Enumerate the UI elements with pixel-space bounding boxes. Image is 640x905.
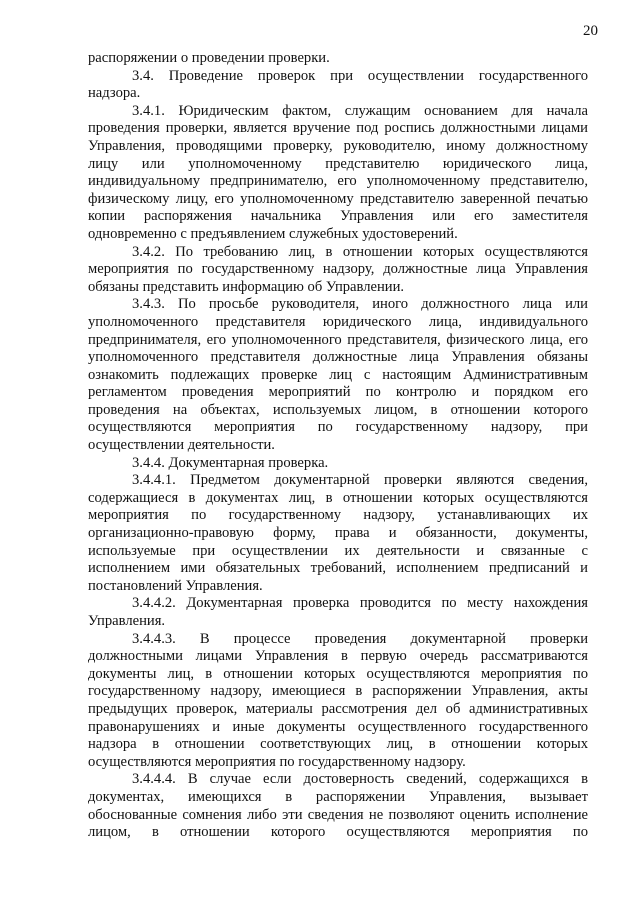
text-line: одновременно с предъявлением служебных удостоверений.	[88, 225, 458, 242]
paragraph	[88, 296, 588, 454]
text-line: ознакомить подлежащих проверке лиц с настоящим Административным	[88, 366, 588, 383]
page-number: 20	[583, 23, 598, 39]
paragraph	[88, 50, 588, 68]
text-line: уполномоченного представителя юридического лица, индивидуального	[88, 313, 588, 330]
text-line: мероприятия по государственному надзору, должностные лица Управления	[88, 261, 588, 278]
text-line: 3.4.1. Юридическим фактом, служащим основанием для начала	[132, 102, 588, 119]
text-line: проведения на объектах, используемых лицом, в отношении которого	[88, 401, 588, 418]
text-line: 3.4.2. По требованию лиц, в отношении которых осуществляются	[132, 243, 588, 260]
text-line: лицом, в отношении которого осуществляются мероприятия по	[88, 824, 588, 841]
text-line: 3.4.4.2. Документарная проверка проводится по месту нахождения	[132, 595, 588, 612]
text-line: документах, имеющихся в распоряжении Управления, вызывает	[88, 788, 588, 805]
text-line: государственному надзору, имеющиеся в распоряжении Управления, акты	[88, 683, 588, 700]
text-line: Управления.	[88, 613, 166, 629]
text-line: Управления, проводящими проверку, руководителю, иному должностному	[88, 137, 588, 154]
text-line: проведения проверки, является вручение под роспись должностными лицами	[88, 120, 588, 137]
text-line: обоснованные сомнения либо эти сведения не позволяют оценить исполнение	[88, 806, 588, 823]
paragraph	[88, 244, 588, 297]
text-line: обязаны представить информацию об Управлении.	[88, 278, 405, 295]
text-line: мероприятия по государственному надзору, устанавливающих их	[88, 507, 588, 524]
text-line: используемые при осуществлении их деятельности и связанные с	[88, 542, 588, 559]
text-line: физическому лицу, его уполномоченному представителю заверенной печатью	[88, 190, 588, 207]
text-line: 3.4.3. По просьбе руководителя, иного должностного лица или	[132, 296, 588, 313]
text-line: правонарушениях и иные документы осуществленного государственного	[88, 718, 588, 735]
text-line: 3.4.4. Документарная проверка.	[132, 454, 329, 471]
document-body	[88, 50, 588, 842]
text-line: организационно-правовую форму, права и обязанности, документы,	[88, 525, 588, 542]
paragraph	[88, 68, 588, 103]
text-line: осуществляются мероприятия по государственному надзору, при	[88, 419, 588, 436]
paragraph	[88, 103, 588, 244]
text-line: копии распоряжения начальника Управления или его заместителя	[88, 208, 588, 225]
text-line: распоряжении о проведении проверки.	[88, 50, 330, 66]
text-line: 3.4.4.3. В процессе проведения документарной проверки	[132, 630, 588, 647]
text-line: 3.4.4.1. Предметом документарной проверки являются сведения,	[132, 472, 588, 489]
text-line: исполнением ими обязательных требований, исполнением предписаний и	[88, 560, 588, 577]
text-line: должностными лицами Управления в первую очередь рассматриваются	[88, 648, 588, 665]
text-line: 3.4. Проведение проверок при осуществлении государственного	[132, 67, 588, 84]
paragraph	[88, 472, 588, 595]
text-line: уполномоченного представителя должностные лица Управления обязаны	[88, 349, 588, 366]
paragraph	[88, 455, 588, 473]
text-line: постановлений Управления.	[88, 577, 263, 594]
text-line: осуществляются мероприятия по государственному надзору.	[88, 753, 466, 770]
text-line: предпринимателя, его уполномоченного представителя, физического лица, его	[88, 331, 588, 348]
text-line: осуществлении деятельности.	[88, 437, 275, 454]
paragraph	[88, 631, 588, 772]
text-line: документы лиц, в отношении которых осуществляются мероприятия по	[88, 665, 588, 682]
text-line: регламентом проведения мероприятий по контролю и порядком его	[88, 384, 588, 401]
paragraph	[88, 595, 588, 630]
text-line: содержащиеся в документах лиц, в отношении которых осуществляются	[88, 489, 588, 506]
text-line: лицу или уполномоченному представителю юридического лица,	[88, 155, 588, 172]
text-line: надзора.	[88, 85, 141, 102]
text-line: надзора в отношении соответствующих лиц, в отношении которых	[88, 736, 588, 753]
paragraph	[88, 771, 588, 841]
text-line: предыдущих проверок, материалы рассмотрения дел об административных	[88, 700, 588, 717]
text-line: индивидуальному предпринимателю, его уполномоченному представителю,	[88, 173, 588, 190]
text-line: 3.4.4.4. В случае если достоверность сведений, содержащихся в	[132, 771, 588, 788]
